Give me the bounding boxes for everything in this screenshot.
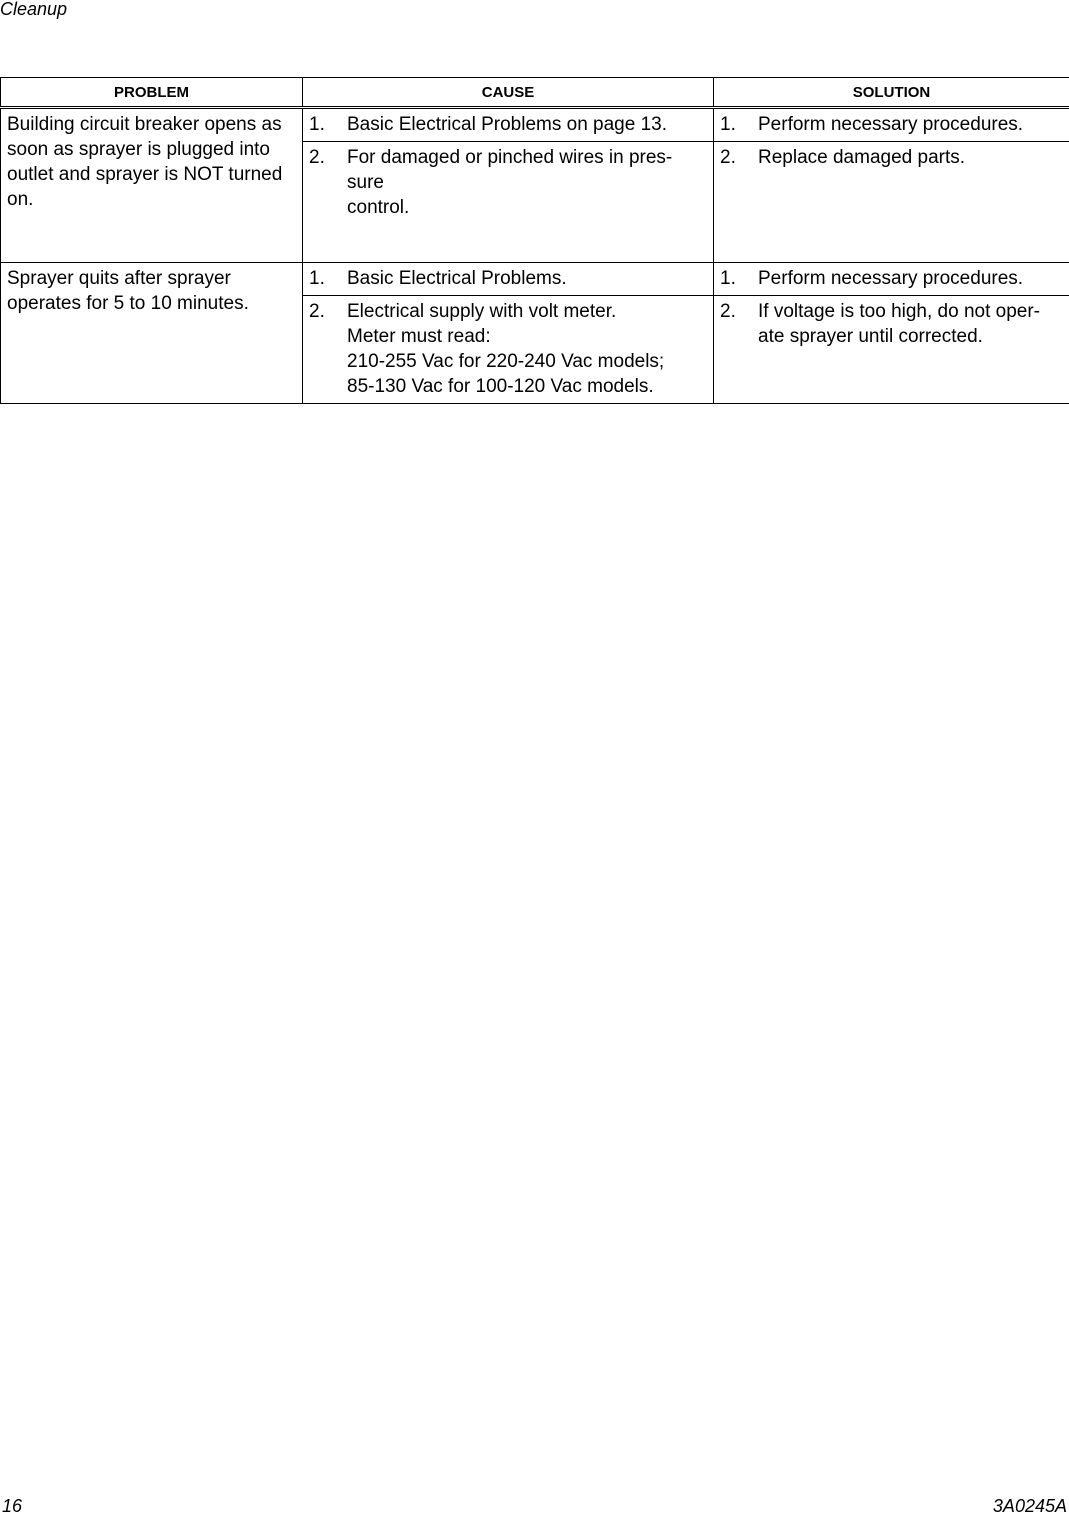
- cause-text: For damaged or pinched wires in pres- sure control.: [347, 147, 673, 218]
- cause-text: Basic Electrical Problems.: [347, 268, 567, 289]
- cause-cell: [303, 296, 714, 404]
- cause-cell: [303, 142, 714, 263]
- cause-number: 2.: [309, 301, 325, 322]
- column-header-problem: PROBLEM: [1, 78, 303, 108]
- table-header-row: [1, 78, 1069, 108]
- solution-number: 2.: [720, 147, 736, 168]
- cause-cell: [303, 263, 714, 296]
- solution-number: 2.: [720, 301, 736, 322]
- solution-number: 1.: [720, 114, 736, 135]
- table-row: [1, 263, 1069, 296]
- solution-cell: [714, 296, 1069, 404]
- solution-cell: [714, 108, 1069, 142]
- solution-number: 1.: [720, 268, 736, 289]
- cause-text: Electrical supply with volt meter. Meter must read: 210-255 Vac for 220-240 Vac models; 85-130 Vac for 100-120 Vac models.: [347, 301, 665, 397]
- solution-text: Perform necessary procedures.: [758, 114, 1024, 135]
- cause-number: 2.: [309, 147, 325, 168]
- troubleshooting-table: [0, 77, 1069, 404]
- solution-text: Replace damaged parts.: [758, 147, 966, 168]
- solution-cell: [714, 263, 1069, 296]
- page-number: 16: [2, 1496, 23, 1516]
- document-id: 3A0245A: [992, 1496, 1067, 1516]
- solution-cell: [714, 142, 1069, 263]
- cause-number: 1.: [309, 114, 325, 135]
- solution-text: If voltage is too high, do not oper- ate sprayer until corrected.: [758, 301, 1041, 347]
- section-title: Cleanup: [0, 0, 68, 19]
- problem-cell: Building circuit breaker opens as soon as sprayer is plugged into outlet and sprayer is NOT turned on.: [1, 108, 303, 263]
- solution-text: Perform necessary procedures.: [758, 268, 1024, 289]
- problem-cell: Sprayer quits after sprayer operates for 5 to 10 minutes.: [1, 263, 303, 404]
- cause-number: 1.: [309, 268, 325, 289]
- column-header-cause: CAUSE: [303, 78, 714, 108]
- cause-text: Basic Electrical Problems on page 13.: [347, 114, 667, 135]
- table-row: [1, 108, 1069, 142]
- cause-cell: [303, 108, 714, 142]
- column-header-solution: SOLUTION: [714, 78, 1069, 108]
